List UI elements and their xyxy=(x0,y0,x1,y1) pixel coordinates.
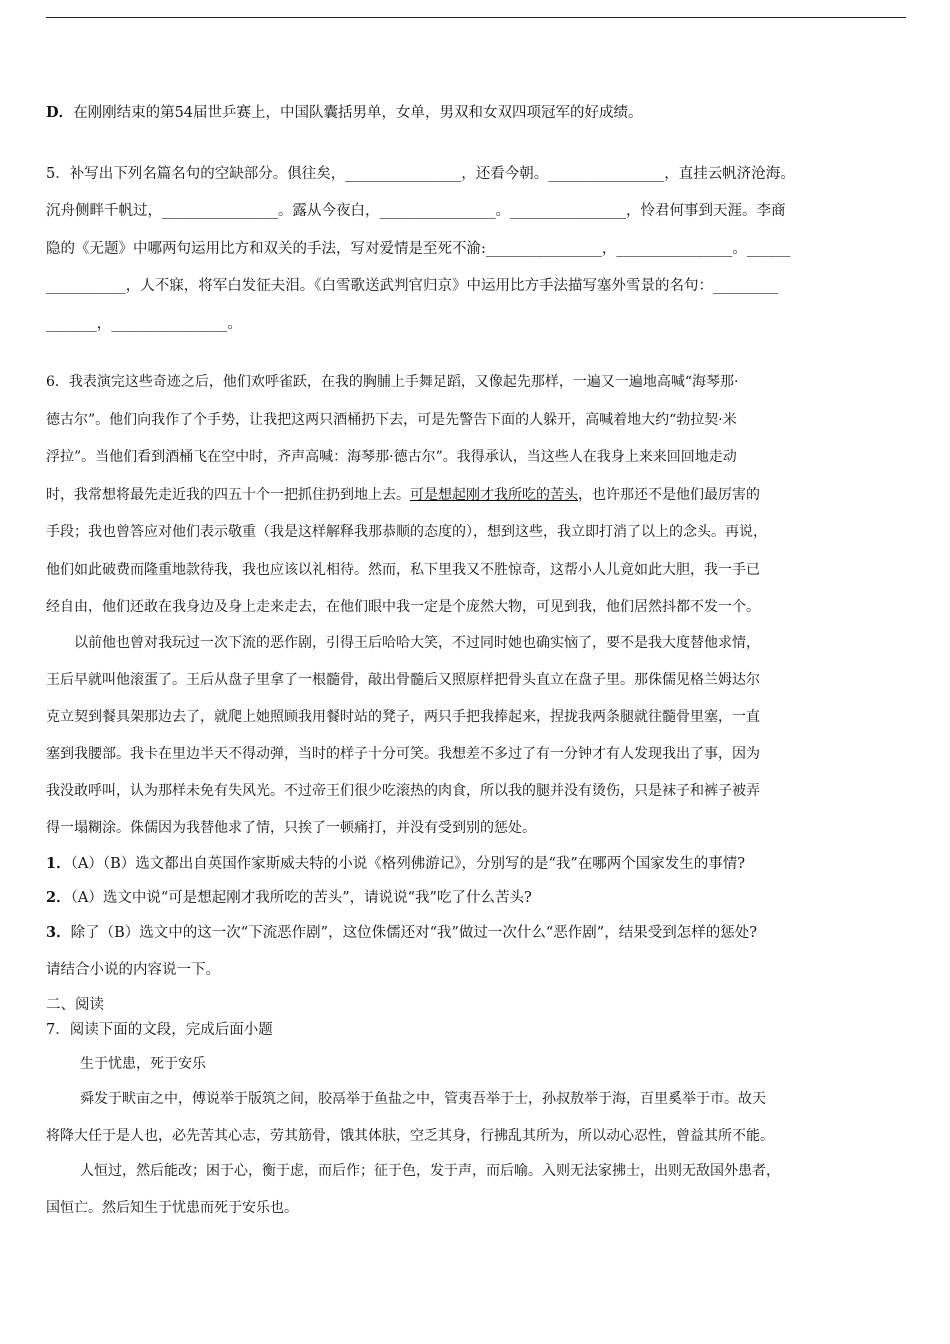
subq-text: （A）（B）选文都出自英国作家斯威夫特的小说《格列佛游记》，分别写的是“我”在哪两个国家发生的事情? xyxy=(70,856,746,872)
q6-passage-line xyxy=(46,485,760,505)
option-d-text: 在刚刚结束的第54届世乒赛上，中国队囊括男单，女单，男双和女双四项冠军的好成绩。 xyxy=(73,105,643,121)
q6-passage-line: 得一塌糊涂。侏儒因为我替他求了情，只挨了一顿痛打，并没有受到别的惩处。 xyxy=(46,820,536,836)
q6-underlined-phrase: 可是想起刚才我所吃的苦头 xyxy=(410,487,578,503)
q5-line: 隐的《无题》中哪两句运用比方和双关的手法，写对爱情是至死不渝:________________，________________。______ xyxy=(46,241,791,257)
subq-number: 3． xyxy=(46,924,71,941)
q5-line: 沉舟侧畔千帆过，________________。露从今夜白，________________。________________，怜君何事到天涯。李商 xyxy=(46,203,786,219)
q7-instruction: 7．阅读下面的文段，完成后面小题 xyxy=(46,1022,273,1038)
q6-passage-line: 经自由，他们还敢在我身边及身上走来走去，在他们眼中我一定是个庞然大物，可见到我，他们居然抖都不发一个。 xyxy=(46,599,760,615)
section-heading: 二、阅读 xyxy=(46,997,104,1013)
passage-line: 国恒亡。然后知生于忧患而死于安乐也。 xyxy=(46,1200,298,1216)
passage-title: 生于忧患，死于安乐 xyxy=(80,1056,206,1072)
subq-text: 除了（B）选文中的这一次“下流恶作剧”，这位侏儒还对“我”做过一次什么“恶作剧”，结果受到怎样的惩处? xyxy=(70,925,757,941)
q6-passage-line: 浮拉”。当他们看到酒桶飞在空中时，齐声高喊：海琴那·德古尔”。我得承认，当这些人在我身上来来回回地走动 xyxy=(46,449,737,465)
q6-subquestion-3-cont: 请结合小说的内容说一下。 xyxy=(46,962,220,978)
q6-subquestion-3 xyxy=(46,923,757,943)
q6-passage-line: 德古尔”。他们向我作了个手势，让我把这两只酒桶扔下去，可是先警告下面的人躲开，高喊着地大约“勃拉契·米 xyxy=(46,412,737,428)
q5-line: 5．补写出下列名篇名句的空缺部分。俱往矣，________________，还看今朝。________________，直挂云帆济沧海。 xyxy=(46,166,795,182)
subq-text: （A）选文中说“可是想起刚才我所吃的苦头”，请说说“我”吃了什么苦头? xyxy=(70,890,532,906)
passage-line: 将降大任于是人也，必先苦其心志，劳其筋骨，饿其体肤，空乏其身，行拂乱其所为，所以动心忍性，曾益其所不能。 xyxy=(46,1128,774,1144)
q6-line4-tail: ，也许那还不是他们最厉害的 xyxy=(578,487,760,503)
q6-subquestion-2 xyxy=(46,888,532,908)
q6-passage-line: 手段；我也曾答应对他们表示敬重（我是这样解释我那恭顺的态度的），想到这些，我立即打消了以上的念头。再说， xyxy=(46,524,767,540)
q6-passage-line: 我没敢呼叫，认为那样未免有失风光。不过帝王们很少吃滚热的肉食，所以我的腿并没有烫伤，只是袜子和裤子被弄 xyxy=(46,783,760,799)
q6-passage-line: 他们如此破费而隆重地款待我，我也应该以礼相待。然而，私下里我又不胜惊奇，这帮小人儿竟如此大胆，我一手已 xyxy=(46,562,760,578)
passage-line: 舜发于畎亩之中，傅说举于版筑之间，胶鬲举于鱼盐之中，管夷吾举于士，孙叔敖举于海，百里奚举于市。故天 xyxy=(80,1091,766,1107)
q6-passage-line: 克立契到餐具架那边去了，就爬上她照顾我用餐时站的凳子，两只手把我捧起来，捏拢我两条腿就往髓骨里塞，一直 xyxy=(46,709,760,725)
q5-line: ___________，人不寐，将军白发征夫泪。《白雪歌送武判官归京》中运用比方手法描写塞外雪景的名句：_________ xyxy=(46,278,779,294)
q6-line4-head: 时，我常想将最先走近我的四五十个一把抓住扔到地上去。 xyxy=(46,487,410,503)
q6-passage-line: 6．我表演完这些奇迹之后，他们欢呼雀跃，在我的胸脯上手舞足蹈，又像起先那样，一遍又一遍地高喊“海琴那· xyxy=(46,374,739,390)
option-d-label: D． xyxy=(46,104,74,121)
subq-number: 1． xyxy=(46,855,71,872)
q6-subquestion-1 xyxy=(46,854,745,874)
passage-line: 人恒过，然后能改；困于心，衡于虑，而后作；征于色，发于声，而后喻。入则无法家拂士，出则无敌国外患者， xyxy=(80,1163,780,1179)
q6-passage-line: 以前他也曾对我玩过一次下流的恶作剧，引得王后哈哈大笑，不过同时她也确实恼了，要不是我大度替他求情， xyxy=(46,635,760,651)
q5-line: _______，________________。 xyxy=(46,316,242,332)
header-rule xyxy=(46,17,906,18)
q6-passage-line: 塞到我腰部。我卡在里边半天不得动弹，当时的样子十分可笑。我想差不多过了有一分钟才有人发现我出了事，因为 xyxy=(46,746,760,762)
subq-number: 2． xyxy=(46,889,71,906)
option-d xyxy=(46,103,643,123)
q6-passage-line: 王后早就叫他滚蛋了。王后从盘子里拿了一根髓骨，敲出骨髓后又照原样把骨头直立在盘子里。那侏儒见格兰姆达尔 xyxy=(46,672,760,688)
